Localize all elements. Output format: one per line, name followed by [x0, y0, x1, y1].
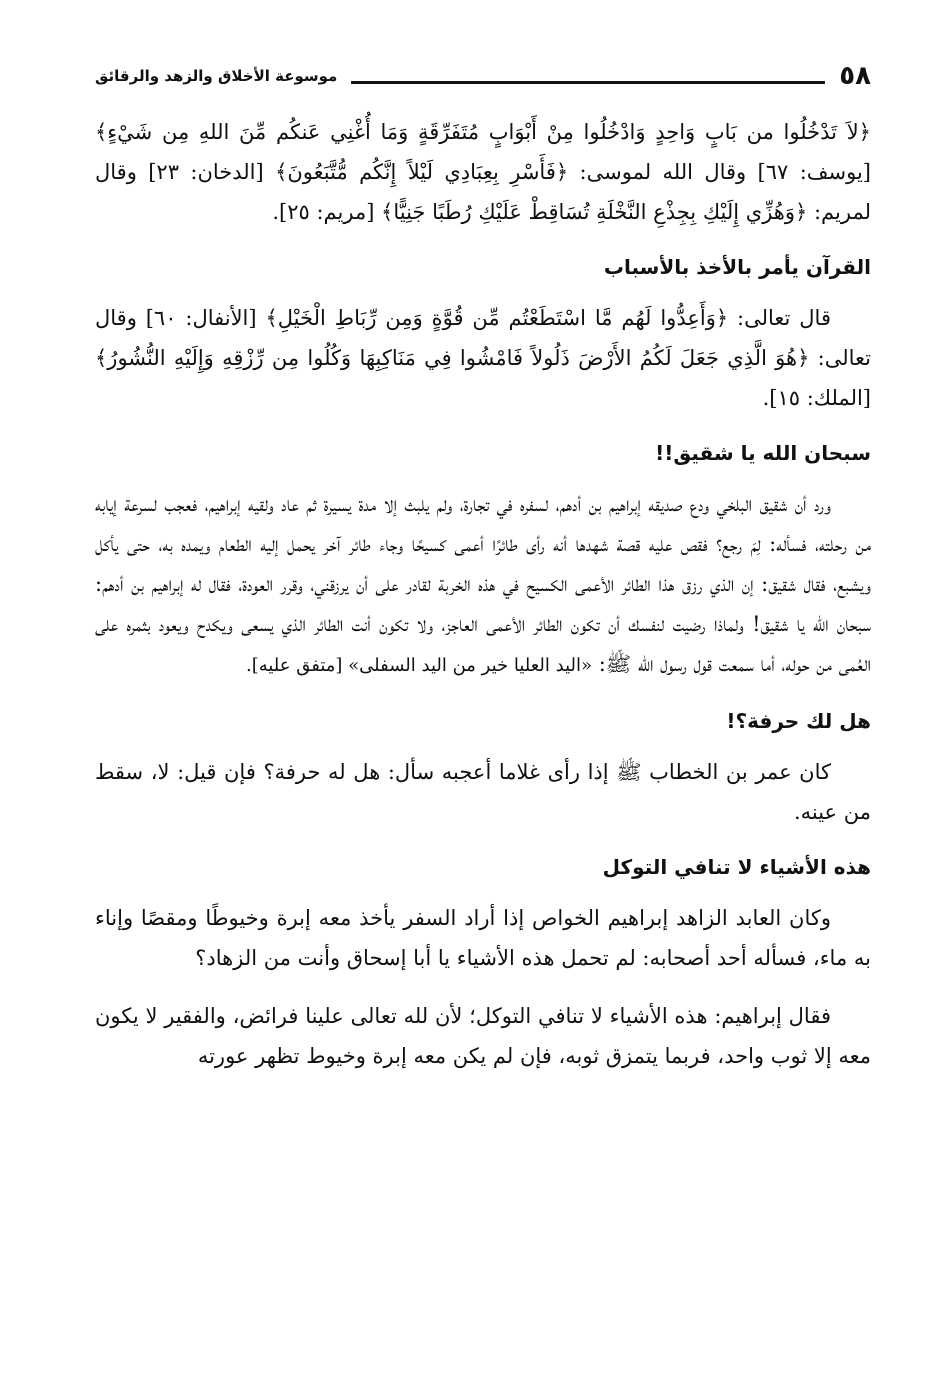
tawakkul-paragraph-1: وكان العابد الزاهد إبراهيم الخواص إذا أراد السفر يأخذ معه إبرة وخيوطًا ومقصًا وإناء به ماء، فسأله أحد أصحابه: لم تحمل هذه الأشياء يا أبا إسحاق وأنت من الزهاد؟	[95, 906, 871, 970]
section-heading-shaqiq: سبحان الله يا شقيق!!	[655, 441, 871, 465]
craft-paragraph: كان عمر بن الخطاب ﷺ إذا رأى غلاما أعجبه سأل: هل له حرفة؟ فإن قيل: لا، سقط من عينه.	[95, 760, 871, 824]
shaqiq-paragraph	[95, 484, 871, 686]
header-rule	[351, 81, 825, 84]
page-content	[95, 112, 871, 1094]
hadith-quote: «اليد العليا خير من اليد السفلى» [متفق عليه].	[245, 655, 593, 676]
section-heading-tawakkul: هذه الأشياء لا تنافي التوكل	[602, 855, 871, 879]
section-heading-quran-causes: القرآن يأمر بالأخذ بالأسباب	[603, 255, 871, 279]
tawakkul-paragraph-2: فقال إبراهيم: هذه الأشياء لا تنافي التوكل؛ لأن لله تعالى علينا فرائض، والفقير لا يكون معه إلا ثوب واحد، فربما يتمزق ثوبه، فإن لم يكن معه إبرة وخيوط تظهر عورته	[95, 1004, 871, 1068]
book-title: موسوعة الأخلاق والزهد والرقائق	[95, 67, 338, 85]
section-heading-craft: هل لك حرفة؟!	[726, 709, 871, 733]
shaqiq-story-text: ورد أن شقيق البلخي ودع صديقه إبراهيم بن أدهم، لسفره في تجارة، ولم يلبث إلا مدة يسيرة ثم عاد ولقيه إبراهيم، فعجب لسرعة إيابه من رحلته، فسأله: لِمَ رجع؟ فقص عليه قصة شهدها أنه رأى طائرًا أعمى كسيحًا وجاء طائر آخر يحمل إليه الطعام ويمده به، حتى يأكل ويشبع، فقال شقيق: إن الذي رزق هذا الطائر الأعمى الكسيح في هذه الخربة لقادر على أن يرزقني، وقرر العودة، فقال له إبراهيم بن أدهم: سبحان الله يا شقيق! ولماذا رضيت لنفسك أن تكون الطائر الأعمى العاجز، ولا تكون أنت الطائر الذي يسعى ويكدح ويعود بثمره على العُمى من حوله، أما سمعت قول رسول الله ﷺ:	[95, 492, 871, 676]
intro-paragraph: ﴿لاَ تَدْخُلُوا من بَابٍ وَاحِدٍ وَادْخُلُوا مِنْ أَبْوَابٍ مُتَفَرِّقَةٍ وَمَا أُغْنِي عَنكُم مِّنَ اللهِ مِن شَيْءٍ﴾ [يوسف: ٦٧] وقال الله لموسى: ﴿فَأَسْرِ بِعِبَادِي لَيْلاً إِنَّكُم مُّتَّبَعُونَ﴾ [الدخان: ٢٣] وقال لمريم: ﴿وَهُزِّي إِلَيْكِ بِجِذْعِ النَّخْلَةِ تُسَاقِطْ عَلَيْكِ رُطَبًا جَنِيًّا﴾ [مريم: ٢٥].	[95, 120, 871, 224]
page-number: ٥٨	[839, 61, 871, 91]
quran-causes-paragraph: قال تعالى: ﴿وَأَعِدُّوا لَهُم مَّا اسْتَطَعْتُم مِّن قُوَّةٍ وَمِن رِّبَاطِ الْخَيْلِ﴾ [الأنفال: ٦٠] وقال تعالى: ﴿هُوَ الَّذِي جَعَلَ لَكُمُ الأَرْضَ ذَلُولاً فَامْشُوا فِي مَنَاكِبِهَا وَكُلُوا مِن رِّزْقِهِ وَإِلَيْهِ النُّشُورُ﴾ [الملك: ١٥].	[95, 306, 871, 410]
page-header	[95, 56, 871, 96]
